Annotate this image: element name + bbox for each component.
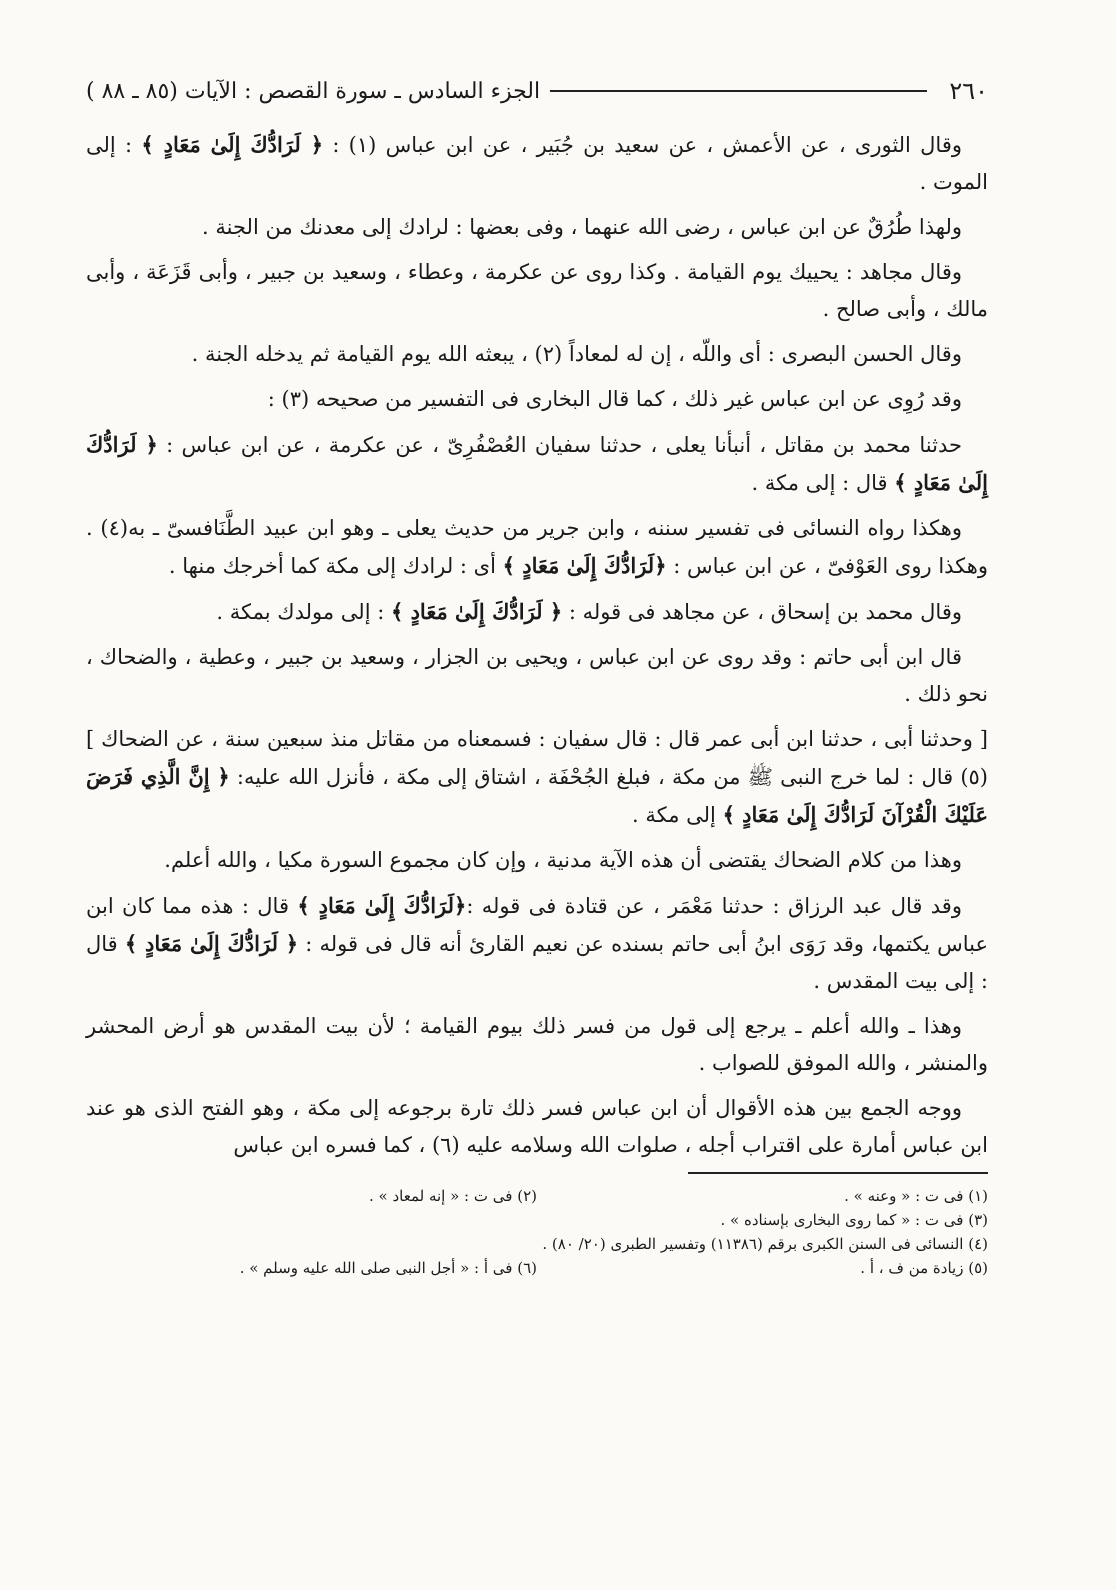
text-segment: وقد قال عبد الرزاق : حدثنا مَعْمَر ، عن قتادة فى قوله :	[466, 894, 962, 918]
text-segment: [ وحدثنا أبى ، حدثنا ابن أبى عمر قال : قال سفيان : فسمعناه من مقاتل منذ سبعين سنة ، عن الضحاك ] (٥) قال : لما خرج النبى ﷺ من مكة ، فبلغ الجُحْفَة ، اشتاق إلى مكة ، فأنزل الله عليه:	[86, 727, 988, 789]
quran-quote: ﴿ لَرَادُّكَ إِلَىٰ مَعَادٍ ﴾	[124, 931, 299, 956]
footnotes	[86, 1184, 988, 1280]
paragraph	[86, 721, 988, 834]
footnote-1: (١) فى ت : « وعنه » .	[844, 1187, 988, 1205]
text-segment: وهذا من كلام الضحاك يقتضى أن هذه الآية مدنية ، وإن كان مجموع السورة مكيا ، والله أعلم.	[164, 848, 962, 872]
paragraph	[86, 887, 988, 1000]
text-segment: قال ابن أبى حاتم : وقد روى عن ابن عباس ، ويحيى بن الجزار ، وسعيد بن جبير ، وعطية ، والضحاك ، نحو ذلك .	[86, 645, 988, 706]
text-segment: أى : لرادك إلى مكة كما أخرجك منها .	[168, 554, 503, 578]
text-segment: قال : إلى مكة .	[751, 471, 895, 495]
paragraph	[86, 254, 988, 328]
main-text	[86, 126, 988, 1164]
text-segment: قال : إلى بيت المقدس .	[86, 932, 988, 993]
quran-quote: ﴿ إِنَّ الَّذِي فَرَضَ عَلَيْكَ الْقُرْآنَ لَرَادُّكَ إِلَىٰ مَعَادٍ ﴾	[86, 764, 988, 827]
header-title: الجزء السادس ـ سورة القصص : الآيات (٨٥ ـ ٨٨ )	[86, 78, 541, 104]
text-segment: : إلى مولدك بمكة .	[216, 600, 391, 624]
text-segment: وهكذا رواه النسائى فى تفسير سننه ، وابن جرير من حديث يعلى ـ وهو ابن عبيد الطَّنَافسىّ ـ به(٤) . وهكذا روى العَوْفىّ ، عن ابن عباس :	[86, 516, 988, 578]
text-segment: وقال مجاهد : يحييك يوم القيامة . وكذا روى عن عكرمة ، وعطاء ، وسعيد بن جبير ، وأبى قَزَعَة ، وأبى مالك ، وأبى صالح .	[86, 260, 988, 321]
text-segment: ووجه الجمع بين هذه الأقوال أن ابن عباس فسر ذلك تارة برجوعه إلى مكة ، وهو الفتح الذى هو عند ابن عباس أمارة على اقتراب أجله ، صلوات الله وسلامه عليه (٦) ، كما فسره ابن عباس	[86, 1096, 988, 1157]
quran-quote: ﴿لَرَادُّكَ إِلَىٰ مَعَادٍ ﴾	[297, 893, 467, 918]
page-number: ٢٦٠	[949, 77, 988, 105]
footnote-rule	[688, 1172, 988, 1174]
quran-quote: ﴿ لَرَادُّكَ إِلَىٰ مَعَادٍ ﴾	[141, 132, 324, 157]
footnote-2: (٢) فى ت : « إنه لمعاد » .	[368, 1187, 537, 1205]
quran-quote: ﴿ لَرَادُّكَ إِلَىٰ مَعَادٍ ﴾	[86, 432, 988, 495]
paragraph	[86, 381, 988, 418]
text-segment: وقال الثورى ، عن الأعمش ، عن سعيد بن جُبَير ، عن ابن عباس (١) :	[323, 133, 963, 157]
footnote-6: (٦) فى أ : « أجل النبى صلى الله عليه وسلم » .	[239, 1259, 537, 1277]
paragraph	[86, 126, 988, 201]
paragraph	[86, 1008, 988, 1082]
paragraph	[86, 426, 988, 502]
paragraph	[86, 1090, 988, 1164]
text-segment: وقال محمد بن إسحاق ، عن مجاهد فى قوله :	[562, 600, 962, 624]
paragraph	[86, 510, 988, 585]
paragraph	[86, 842, 988, 879]
running-header	[86, 70, 988, 112]
quran-quote: ﴿لَرَادُّكَ إِلَىٰ مَعَادٍ ﴾	[502, 553, 667, 578]
footnote-3: (٣) فى ت : « كما روى البخارى بإسناده » .	[720, 1211, 988, 1229]
header-rule	[550, 90, 927, 92]
paragraph	[86, 593, 988, 631]
text-segment: قال : هذه مما كان ابن عباس يكتمها، وقد رَوَى ابنُ أبى حاتم بسنده عن نعيم القارئ أنه قال فى قوله :	[86, 894, 988, 956]
text-segment: وقد رُوِى عن ابن عباس غير ذلك ، كما قال البخارى فى التفسير من صحيحه (٣) :	[267, 387, 962, 411]
quran-quote: ﴿ لَرَادُّكَ إِلَىٰ مَعَادٍ ﴾	[390, 599, 563, 624]
text-segment: حدثنا محمد بن مقاتل ، أنبأنا يعلى ، حدثنا سفيان العُصْفُرِىّ ، عن عكرمة ، عن ابن عباس :	[157, 433, 962, 457]
footnote-4: (٤) النسائى فى السنن الكبرى برقم (١١٣٨٦) وتفسير الطبرى (٢٠/ ٨٠) .	[542, 1235, 988, 1253]
paragraph	[86, 639, 988, 713]
footnote-5: (٥) زيادة من ف ، أ .	[860, 1259, 988, 1277]
paragraph	[86, 209, 988, 246]
text-segment: وقال الحسن البصرى : أى واللّه ، إن له لمعاداً (٢) ، يبعثه الله يوم القيامة ثم يدخله الجنة .	[191, 342, 962, 366]
paragraph	[86, 336, 988, 373]
text-segment: وهذا ـ والله أعلم ـ يرجع إلى قول من فسر ذلك بيوم القيامة ؛ لأن بيت المقدس هو أرض المحشر والمنشر ، والله الموفق للصواب .	[86, 1014, 988, 1075]
text-segment: إلى مكة .	[632, 803, 723, 827]
text-segment: ولهذا طُرُقٌ عن ابن عباس ، رضى الله عنهما ، وفى بعضها : لرادك إلى معدنك من الجنة .	[202, 215, 962, 239]
text-segment: : إلى الموت .	[86, 133, 988, 194]
